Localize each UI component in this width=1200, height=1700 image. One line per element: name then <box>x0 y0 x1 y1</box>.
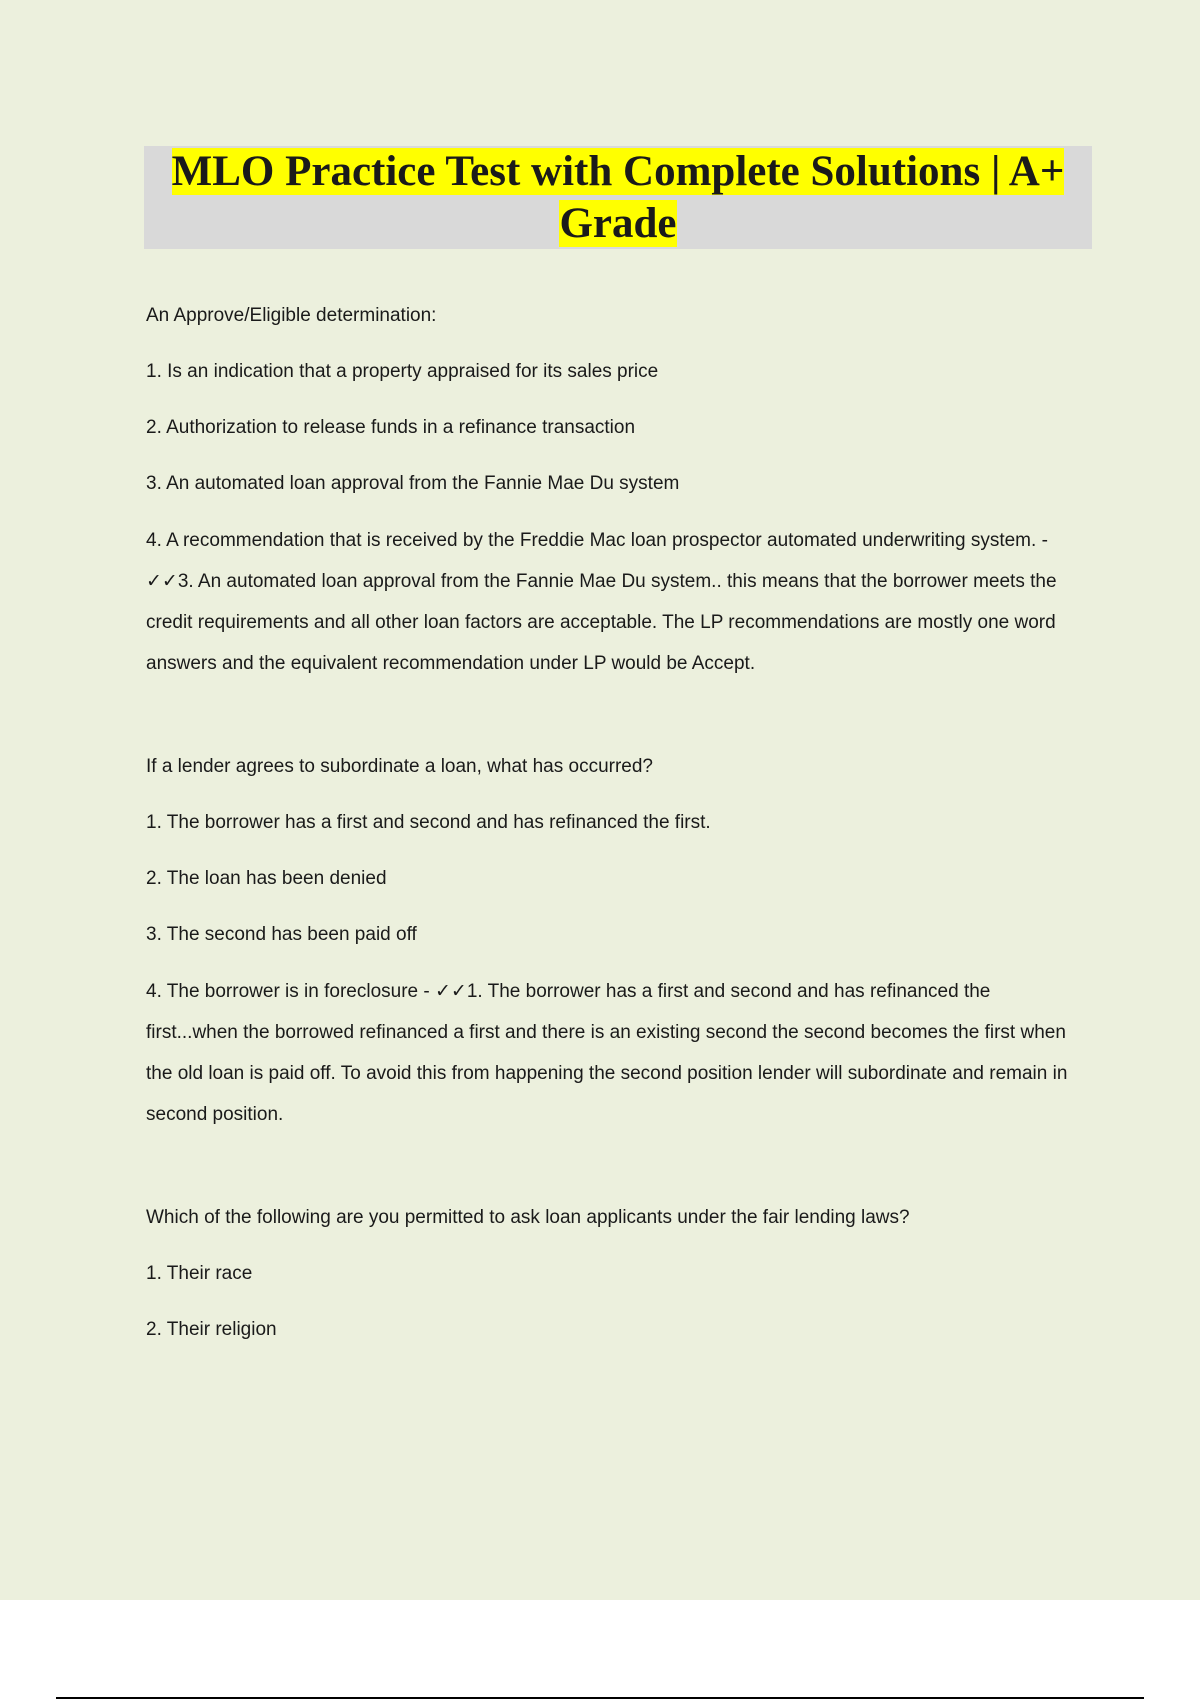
answer-option: 2. Their religion <box>146 1319 277 1340</box>
answer-option-with-solution: 4. The borrower is in foreclosure - ✓✓1. The borrower has a first and second and has refinanced the first...when the borrowed refinanced a first and there is an existing second the second becomes the first when the old loan is paid off. To avoid this from happening the second position lender will subordinate and remain in second position. <box>146 981 1068 1125</box>
answer-option: 3. The second has been paid off <box>146 924 417 945</box>
answer-option: 2. Authorization to release funds in a refinance transaction <box>146 417 636 438</box>
question-prompt: If a lender agrees to subordinate a loan, what has occurred? <box>146 756 653 777</box>
title-line-1: MLO Practice Test with Complete Solutions | A+ <box>171 148 1065 195</box>
question-2 <box>146 753 1086 1135</box>
question-1 <box>146 302 1086 684</box>
answer-option: 1. The borrower has a first and second and has refinanced the first. <box>146 812 711 833</box>
answer-option: 3. An automated loan approval from the Fannie Mae Du system <box>146 473 680 494</box>
answer-option: 1. Their race <box>146 1263 253 1284</box>
answer-option: 2. The loan has been denied <box>146 868 387 889</box>
answer-option-with-solution: 4. A recommendation that is received by the Freddie Mac loan prospector automated underwriting system. - ✓✓3. An automated loan approval from the Fannie Mae Du system.. this means that the borrower meets the credit requirements and all other loan factors are acceptable. The LP recommendations are mostly one word answers and the equivalent recommendation under LP would be Accept. <box>146 530 1057 674</box>
question-3 <box>146 1204 1086 1344</box>
document-title <box>144 146 1092 249</box>
answer-option: 1. Is an indication that a property appraised for its sales price <box>146 361 659 382</box>
footer-divider <box>56 1697 1144 1699</box>
question-prompt: An Approve/Eligible determination: <box>146 305 437 326</box>
question-prompt: Which of the following are you permitted to ask loan applicants under the fair lending laws? <box>146 1207 910 1228</box>
document-body <box>146 302 1086 1372</box>
title-line-2: Grade <box>559 200 677 247</box>
